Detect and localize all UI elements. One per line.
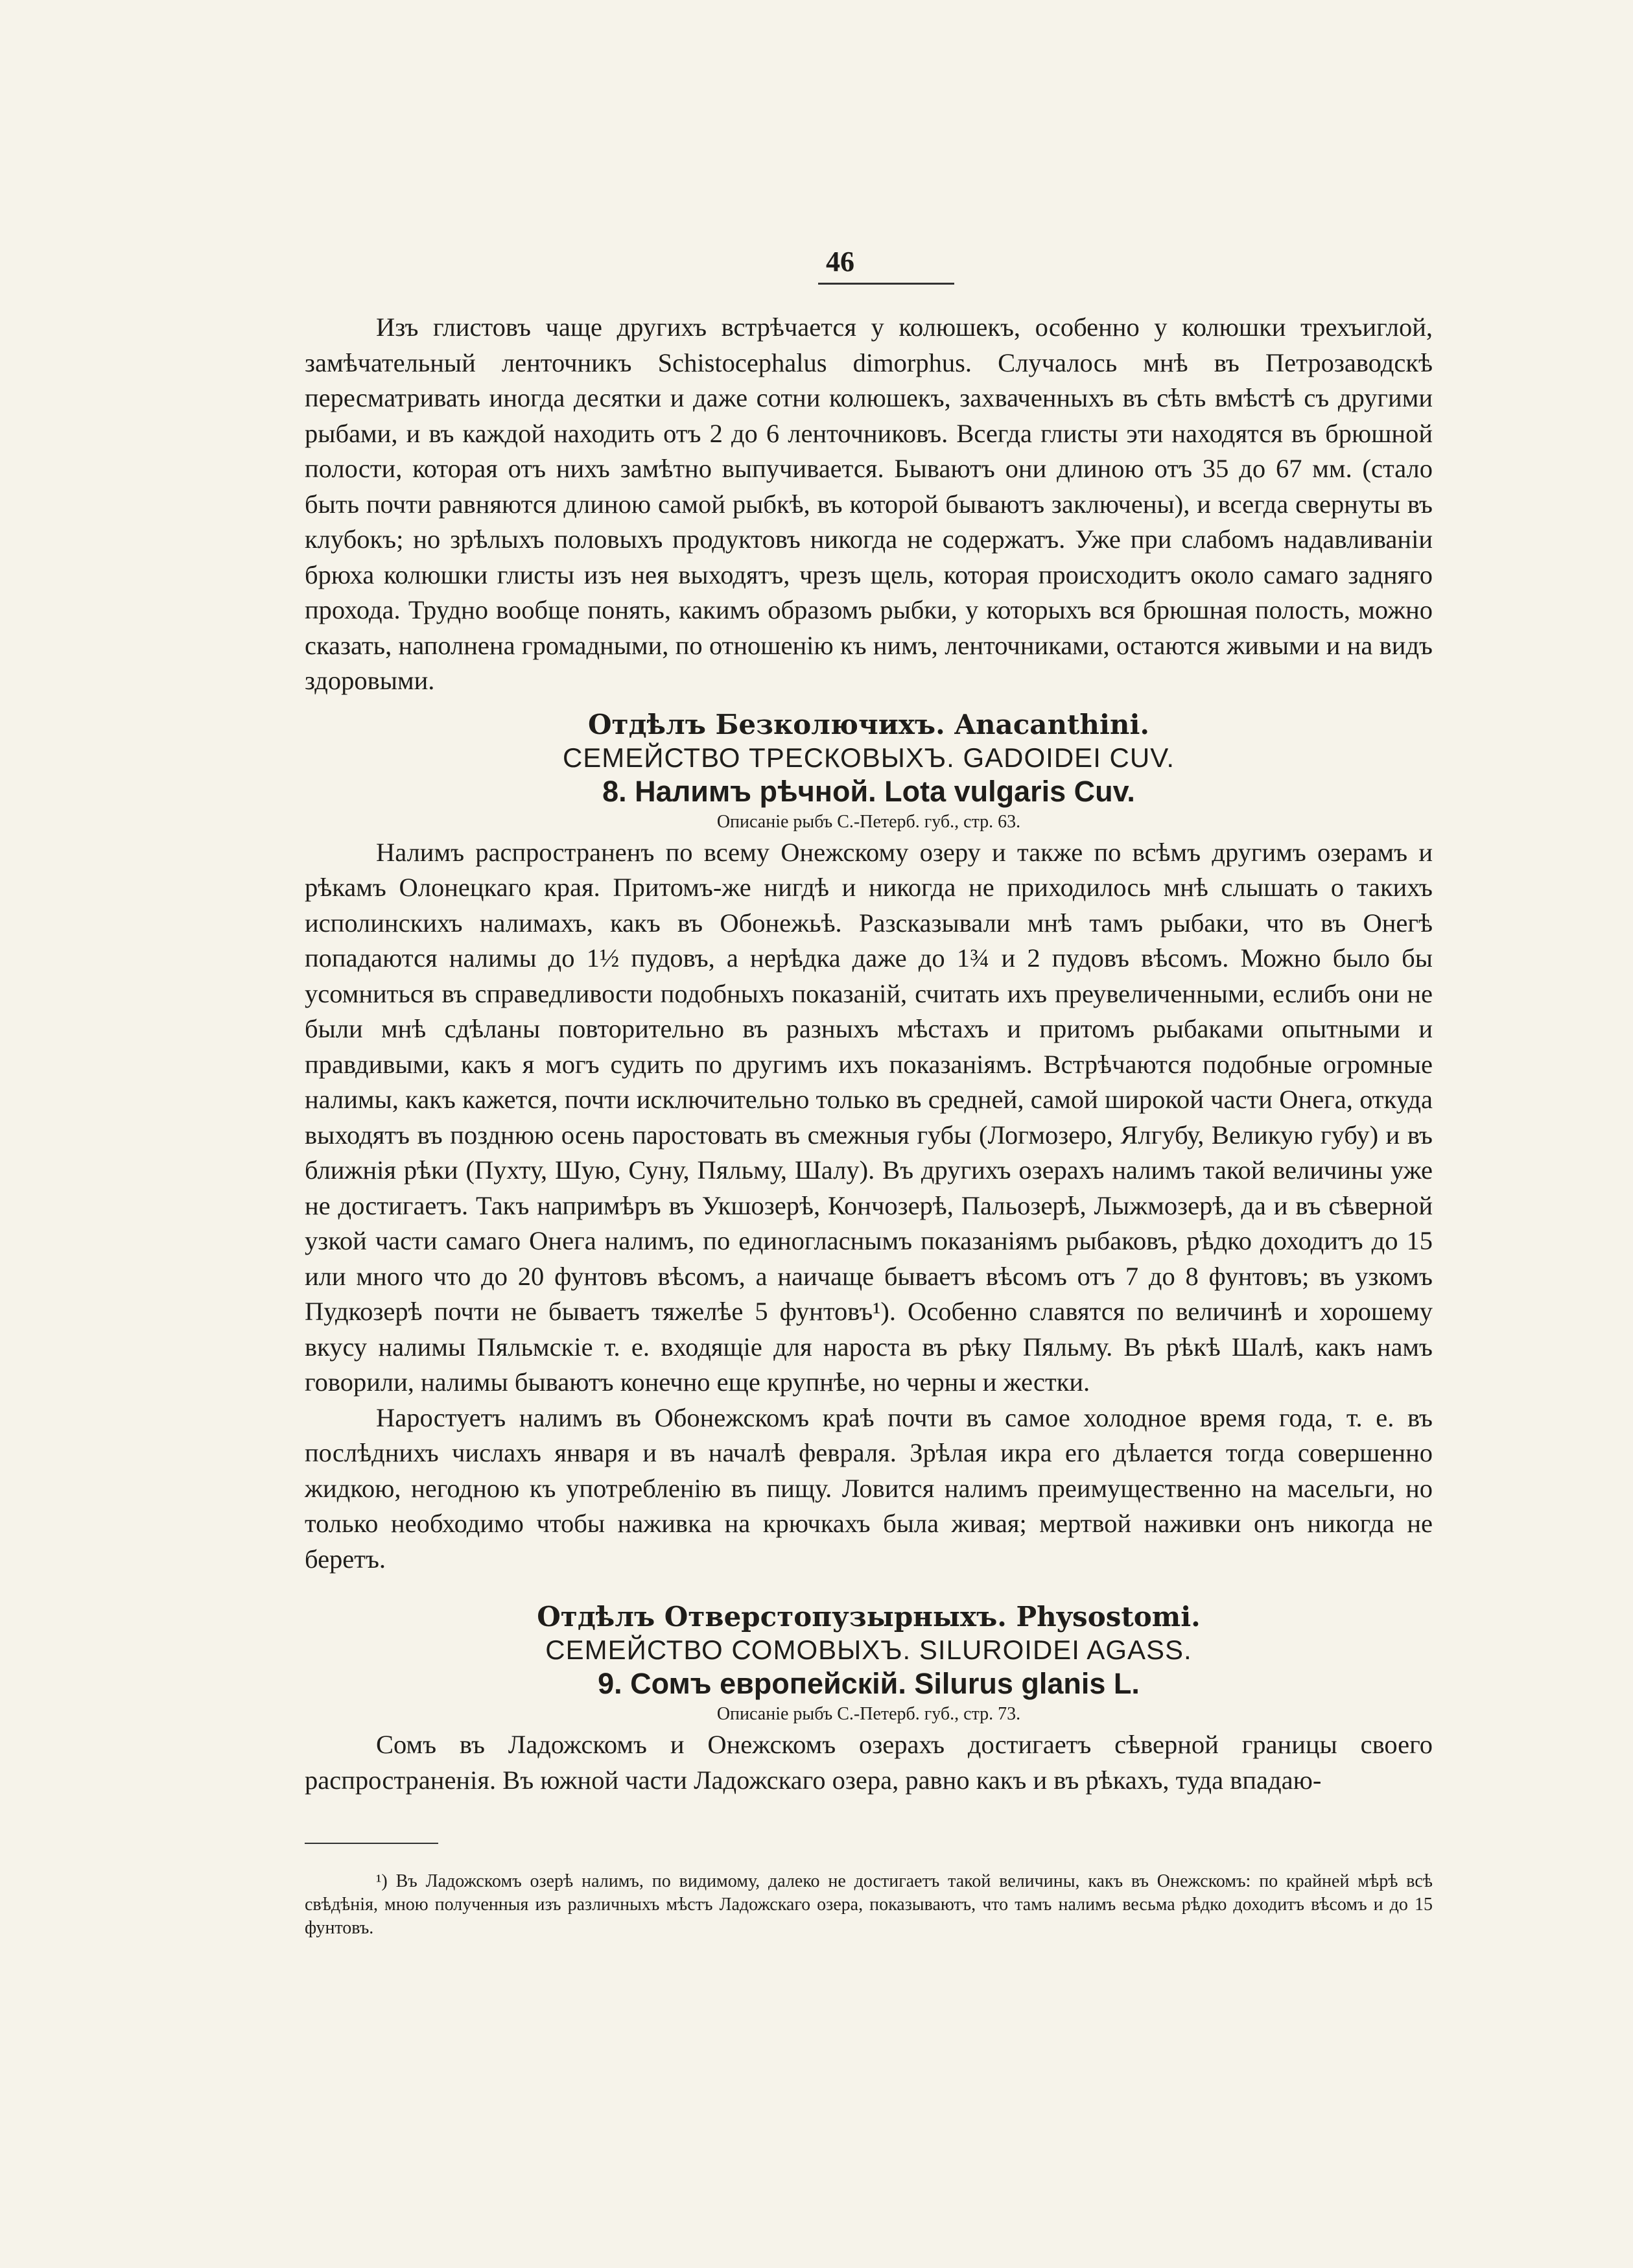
- section-heading-physostomi: Отдѣлъ Отверстопузырныхъ. Physostomi.: [537, 1601, 1201, 1633]
- paragraph-burbot-distribution: Налимъ распространенъ по всему Онежскому озеру и также по всѣмъ другимъ озерамъ и рѣкамъ Олонецкаго края. Притомъ-же нигдѣ и никогда не приходилось мнѣ слышать о такихъ исполинскихъ налимахъ, какъ въ Обонежьѣ. Разсказывали мнѣ тамъ рыбаки, что въ Онегѣ попадаются налимы до 1½ пудовъ, а нерѣдка даже до 1¾ и 2 пудовъ вѣсомъ. Можно было бы усомниться въ справедливости подобныхъ показаній, считать ихъ преувеличенными, еслибъ они не были мнѣ сдѣланы повторительно въ разныхъ мѣстахъ и притомъ рыбаками опытными и правдивыми, какъ я могъ судить по другимъ ихъ показаніямъ. Встрѣчаются подобные огромные налимы, какъ кажется, почти исключительно только въ средней, самой широкой части Онега, откуда выходятъ въ позднюю осень паростовать въ смежныя губы (Логмозеро, Ялгубу, Великую губу) и въ ближнія рѣки (Пухту, Шую, Суну, Пяльму, Шалу). Въ другихъ озерахъ налимъ такой величины уже не достигаетъ. Такъ напримѣръ въ Укшозерѣ, Кончозерѣ, Пальозерѣ, Лыжмозерѣ, да и въ сѣверной узкой части самаго Онега налимъ, по единогласнымъ показаніямъ рыбаковъ, рѣдко доходитъ до 15 или много что до 20 фунтовъ вѣсомъ, а наичаще бываетъ вѣсомъ отъ 7 до 8 фунтовъ; въ узкомъ Пудкозерѣ почти не бываетъ тяжелѣе 5 фунтовъ¹). Особенно славятся по величинѣ и хорошему вкусу налимы Пяльмскіе т. е. входящіе для нароста въ рѣку Пяльму. Въ рѣкѣ Шалѣ, какъ намъ говорили, налимы бываютъ конечно еще крупнѣе, но черны и жестки.: [305, 837, 1433, 1397]
- paragraph-worms: Изъ глистовъ чаще другихъ встрѣчается у колюшекъ, особенно у колюшки трехъиглой, замѣчательный ленточникъ Schistocephalus dimorphus. Случалось мнѣ въ Петрозаводскѣ пересматривать иногда десятки и даже сотни колюшекъ, захваченныхъ въ сѣть вмѣстѣ съ другими рыбами, и въ каждой находить отъ 2 до 6 ленточниковъ. Всегда глисты эти находятся въ брюшной полости, которая отъ нихъ замѣтно выпучивается. Бываютъ они длиною отъ 35 до 67 мм. (стало быть почти равняются длиною самой рыбкѣ, въ которой бываютъ заключены), и всегда свернуты въ клубокъ; но зрѣлыхъ половыхъ продуктовъ никогда не содержатъ. Уже при слабомъ надавливаніи брюха колюшки глисты изъ нея выходятъ, чрезъ щель, которая происходитъ около самаго задняго прохода. Трудно вообще понять, какимъ образомъ рыбки, у которыхъ вся брюшная полость, можно сказать, наполнена громадными, по отношенію къ нимъ, ленточниками, остаются живыми и на видъ здоровыми.: [305, 313, 1433, 695]
- family-heading-siluroidei: СЕМЕЙСТВО СОМОВЫХЪ. SILUROIDEI AGASS.: [545, 1635, 1192, 1665]
- paragraph-catfish: Сомъ въ Ладожскомъ и Онежскомъ озерахъ достигаетъ сѣверной границы своего распространенія. Въ южной части Ладожскаго озера, равно какъ и въ рѣкахъ, туда впадаю-: [305, 1730, 1433, 1795]
- section-gap: [305, 1577, 1433, 1600]
- source-reference-silurus: Описаніе рыбъ С.-Петерб. губ., стр. 73.: [716, 1704, 1021, 1724]
- source-reference-lota: Описаніе рыбъ С.-Петерб. губ., стр. 63.: [716, 811, 1021, 832]
- paragraph-burbot-spawning: Наростуетъ налимъ въ Обонежскомъ краѣ почти въ самое холодное время года, т. е. въ послѣднихъ числахъ января и въ началѣ февраля. Зрѣлая икра его дѣлается тогда совершенно жидкою, негодною къ употребленію въ пищу. Ловится налимъ преимущественно на масельги, но только необходимо чтобы наживка на крючкахъ была живая; мертвой наживки онъ никогда не беретъ.: [305, 1402, 1433, 1574]
- species-heading-lota: 8. Налимъ рѣчной. Lota vulgaris Cuv.: [602, 774, 1135, 808]
- page-number-rule: [818, 283, 954, 285]
- species-heading-silurus: 9. Сомъ европейскій. Silurus glanis L.: [598, 1667, 1140, 1700]
- footnote: ¹) Въ Ладожскомъ озерѣ налимъ, по видимому, далеко не достигаетъ такой величины, какъ въ Онежскомъ: по крайней мѣрѣ всѣ свѣдѣнія, мною полученныя изъ различныхъ мѣстъ Ладожскаго озера, показываютъ, что тамъ налимъ весьма рѣдко доходитъ вѣсомъ и до 15 фунтовъ.: [305, 1871, 1433, 1938]
- main-text: [305, 310, 1433, 1798]
- page-number: 46: [826, 246, 854, 278]
- family-heading-gadoidei: СЕМЕЙСТВО ТРЕСКОВЫХЪ. GADOIDEI CUV.: [562, 742, 1175, 773]
- section-heading-anacanthini: Отдѣлъ Безколючихъ. Anacanthini.: [587, 708, 1150, 740]
- footnote-rule: [305, 1843, 438, 1844]
